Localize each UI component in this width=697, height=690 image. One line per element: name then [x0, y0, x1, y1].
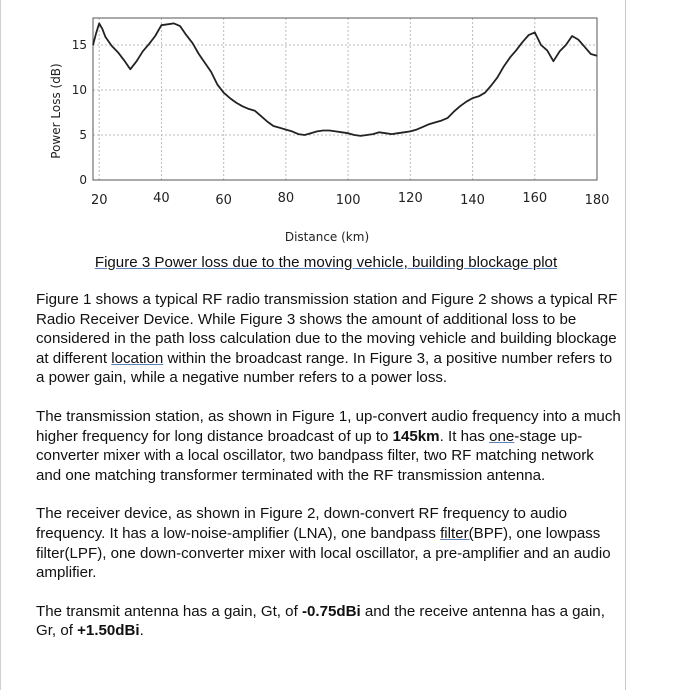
- y-tick-label: 0: [79, 173, 87, 187]
- x-tick-label: 160: [522, 191, 548, 206]
- y-tick-labels: [72, 38, 87, 187]
- y-tick-label: 15: [71, 38, 87, 52]
- paragraph-1: Figure 1 shows a typical RF radio transmission station and Figure 2 shows a typical RF Radio Receiver Device. While Figure 3 shows the amount of additional loss to be considered in the path loss calculation due to the moving vehicle and building blockage at different location within the broadcast range. In Figure 3, a positive number refers to a power gain, while a negative number refers to a power loss.: [36, 291, 618, 387]
- y-tick-label: 10: [71, 83, 87, 97]
- bold-gt: -0.75dBi: [301, 602, 361, 620]
- x-tick-label: 100: [335, 193, 361, 208]
- bold-gr: +1.50dBi: [77, 622, 140, 640]
- paragraph-3: The receiver device, as shown in Figure 2, down-convert RF frequency to audio frequency. It has a low-noise-amplifier (LNA), one bandpass filter(BPF), one lowpass filter(LPF), one down-converter mixer with local oscillator, a pre-amplifier and an audio amplifier.: [36, 505, 611, 582]
- y-tick-label: 5: [79, 128, 87, 142]
- bold-distance: 145km: [392, 427, 440, 445]
- x-tick-label: 140: [460, 193, 485, 208]
- x-tick-label: 40: [153, 191, 170, 206]
- spellcheck-word: one: [489, 427, 515, 445]
- paragraph-2: The transmission station, as shown in Figure 1, up-convert audio frequency into a much higher frequency for long distance broadcast of up to 145km. It has one-stage up-converter mixer with a local oscillator, two bandpass filter, two RF matching network and one matching transformer terminated with the RF transmission antenna.: [36, 407, 621, 484]
- paragraph-4: The transmit antenna has a gain, Gt, of -0.75dBi and the receive antenna has a gain, Gr, of +1.50dBi.: [36, 602, 605, 640]
- power-loss-chart: [0, 0, 652, 250]
- spellcheck-word: filter(: [440, 524, 474, 542]
- x-tick-labels: [91, 191, 609, 208]
- spellcheck-word: location: [111, 349, 164, 367]
- series-line-power-loss: [93, 23, 597, 135]
- x-tick-label: 80: [277, 191, 295, 206]
- x-tick-label: 60: [215, 193, 232, 208]
- x-tick-label: 20: [90, 193, 108, 208]
- figure-caption: Figure 3 Power loss due to the moving vehicle, building blockage plot: [94, 254, 558, 271]
- x-tick-label: 120: [397, 191, 423, 206]
- x-axis-label: Distance (km): [284, 230, 370, 244]
- y-axis-label: Power Loss (dB): [49, 63, 63, 159]
- document-body: [36, 290, 622, 660]
- x-tick-label: 180: [584, 193, 610, 208]
